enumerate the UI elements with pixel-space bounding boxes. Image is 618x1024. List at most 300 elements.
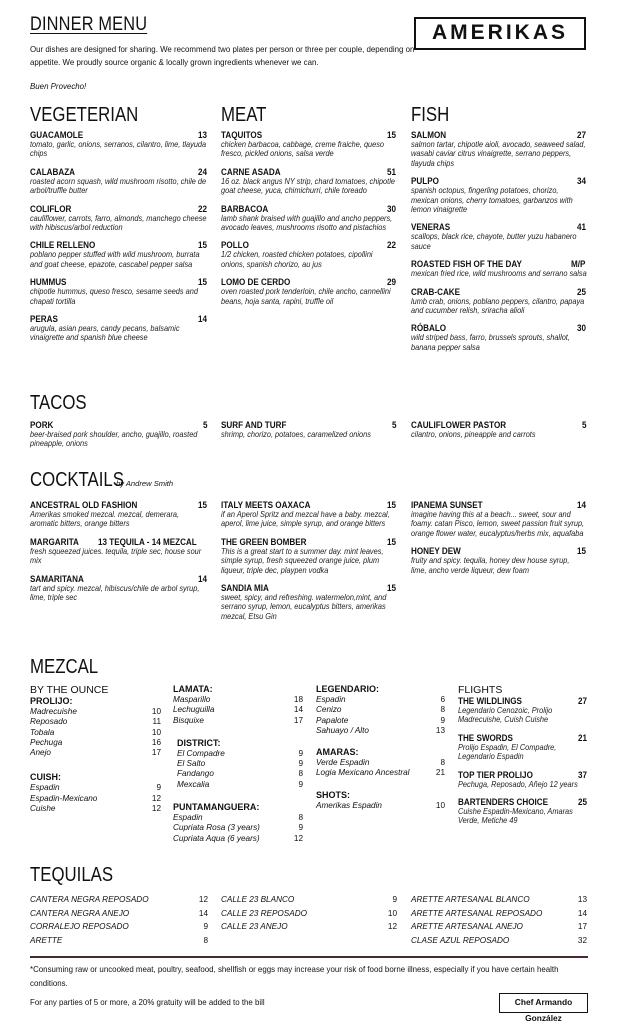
mezcal-group-label: LAMATA: [173, 684, 213, 694]
mezcal-name: Amerikas Espadin [316, 800, 382, 810]
mezcal-name: Madrecuishe [30, 707, 77, 716]
mezcal-price: 11 [152, 717, 161, 727]
tequilas-col1 [30, 893, 208, 947]
gratuity-note: For any parties of 5 or more, a 20% gratuity will be added to the bill [30, 997, 265, 1007]
mezcal-price: 13 [435, 725, 445, 735]
menu-item [221, 167, 397, 196]
menu-item-header [458, 733, 588, 743]
menu-item-description: salmon tartar, chipotle aioli, avocado, seaweed salad, wasabi caviar citrus vinaigrette, serrano peppers, tlayuda chips [411, 140, 586, 168]
mezcal-price: 8 [298, 769, 303, 779]
meat-list [221, 130, 397, 314]
mezcal-row [30, 794, 161, 804]
menu-item-description: sweet, spicy, and refreshing. watermelon,mint, and serrano syrup, lemon, eucalyptus bitters, amerikas mezcal, Etsu Gin [221, 593, 387, 621]
menu-item [221, 583, 397, 621]
tequila-name: CLASE AZUL REPOSADO [411, 935, 510, 945]
menu-item-name: SANDIA MIA [221, 583, 269, 594]
tequila-name: CANTERA NEGRA REPOSADO [30, 895, 149, 904]
menu-item-header [221, 537, 397, 547]
mezcal-name: Cuishe [30, 804, 56, 814]
mezcal-group-label: LEGENDARIO: [316, 684, 379, 694]
menu-item [221, 420, 397, 439]
menu-item-description: Pechuga, Reposado, Añejo 12 years [458, 779, 578, 789]
mezcal-row [316, 801, 445, 811]
brand-logo: AMERIKAS [414, 17, 586, 50]
mezcal-row [173, 823, 303, 833]
mezcal-name: Bisquixe [173, 715, 204, 725]
menu-item-header [411, 176, 587, 186]
mezcal-group-puntamanguera [173, 802, 303, 844]
menu-item-header [30, 574, 208, 584]
menu-item-name: THE WILDLINGS [458, 696, 522, 706]
mezcal-row [30, 728, 161, 738]
section-mezcal: MEZCAL [30, 656, 99, 678]
mezcal-row [30, 717, 161, 727]
tequila-row [30, 907, 208, 921]
cocktails-col1 [30, 500, 208, 610]
tequila-row [411, 934, 587, 948]
menu-item [458, 733, 588, 762]
mezcal-name: El Salto [177, 759, 206, 769]
menu-item [221, 130, 397, 159]
section-meat: MEAT [221, 104, 267, 126]
cocktails-col3 [411, 500, 587, 583]
chef-signature: Chef Armando González [499, 993, 588, 1013]
menu-item [411, 546, 587, 575]
menu-item-description: This is a great start to a summer day. mint leaves, simple syrup, fresh squeezed orange juice, plum liqueur, triple dec, playpen vodka [221, 546, 384, 575]
menu-item-price: 15 [386, 130, 396, 140]
menu-item-description: scallops, black rice, chayote, butter yuzu habanero sauce [411, 232, 577, 251]
mezcal-row [177, 769, 303, 779]
mezcal-col3 [316, 684, 445, 811]
tequila-row [30, 920, 208, 934]
mezcal-flights [458, 684, 588, 834]
flights-list [458, 696, 588, 826]
menu-item-description: fresh squeezed juices. tequila, triple sec, house sour mix [30, 546, 202, 566]
menu-item [30, 537, 208, 566]
menu-item-description: Legendario Cenozoic, Prolijo Madrecuishe, Cuish Cuishe [458, 706, 553, 725]
mezcal-name: Cupriata Aqua (6 years) [173, 833, 260, 843]
menu-item-description: lumb crab, onions, poblano peppers, cilantro, papaya and cucumber relish, sriracha alioli [411, 296, 585, 316]
mezcal-row [30, 783, 161, 793]
mezcal-name: Anejo [30, 748, 51, 758]
tequila-name: CALLE 23 REPOSADO [221, 908, 308, 918]
mezcal-row [316, 758, 445, 768]
menu-item [30, 130, 208, 159]
tequila-name: ARETTE [30, 935, 63, 945]
menu-item-price: 15 [576, 546, 586, 557]
mezcal-name: Tobala [30, 727, 55, 737]
menu-item-header [221, 277, 397, 287]
tequila-price: 12 [198, 895, 208, 904]
menu-item-description: tomato, garlic, onions, serranos, cilantro, lime, tlayuda chips [30, 140, 207, 159]
health-warning: *Consuming raw or uncooked meat, poultry, seafood, shellfish or eggs may increase your risk of food borne illness, especially if you have certain health conditions. [30, 964, 559, 988]
mezcal-name: Cupriata Rosa (3 years) [173, 823, 260, 833]
menu-item-price: 13 [197, 130, 207, 140]
menu-item [30, 277, 208, 306]
menu-item-header [411, 222, 587, 232]
menu-item-price: 15 [386, 583, 396, 594]
footer-divider [30, 956, 588, 958]
menu-item [458, 696, 588, 725]
mezcal-price: 8 [440, 758, 445, 768]
menu-item-header [458, 770, 588, 780]
flights-label: FLIGHTS [458, 684, 503, 696]
menu-item-description: chipotle hummus, queso fresco, sesame seeds and chapati tortilla [30, 287, 198, 306]
mezcal-row [173, 716, 303, 726]
mezcal-price: 8 [298, 813, 303, 823]
section-vegeterian: VEGETERIAN [30, 104, 139, 126]
tequila-name: ARETTE ARTESANAL BLANCO [411, 895, 530, 904]
menu-item [411, 323, 587, 352]
menu-item-name: ROASTED FISH OF THE DAY [411, 259, 522, 270]
tequila-price: 32 [577, 935, 587, 945]
mezcal-price: 9 [298, 779, 303, 789]
mezcal-price: 18 [293, 695, 303, 704]
menu-item-price: 24 [197, 166, 207, 177]
menu-item-price: 5 [581, 420, 587, 430]
menu-item-price: 5 [391, 420, 397, 430]
menu-item [411, 420, 587, 439]
tequila-price: 14 [198, 908, 208, 918]
menu-item-name: HUMMUS [30, 277, 67, 288]
menu-item-description: tart and spicy. mezcal, hibiscus/chile de arbol syrup, lime, triple sec [30, 583, 200, 603]
menu-item-header [458, 797, 588, 807]
menu-item [411, 176, 587, 214]
mezcal-group-district [173, 738, 303, 790]
menu-item-price: 22 [386, 240, 396, 251]
mezcal-price: 9 [298, 748, 303, 758]
tequila-row [411, 893, 587, 907]
menu-item-name: COLIFLOR [30, 203, 72, 214]
mezcal-name: Pechuga [30, 737, 63, 747]
greeting: Buen Provecho! [30, 81, 87, 91]
menu-item-name: LOMO DE CERDO [221, 277, 291, 288]
cocktails-col2 [221, 500, 397, 629]
menu-item-name: IPANEMA SUNSET [411, 500, 483, 510]
mezcal-group-label: DISTRICT: [177, 737, 221, 748]
menu-item-price: 15 [197, 277, 207, 288]
menu-item-description: wild striped bass, farro, brussels sprouts, shallot, banana pepper salsa [411, 333, 570, 352]
section-cocktails: COCKTAILS [30, 469, 124, 491]
tequila-name: ARETTE ARTESANAL ANEJO [411, 922, 523, 932]
menu-item-header [411, 323, 587, 333]
menu-item-price: 27 [576, 130, 586, 140]
mezcal-price: 16 [151, 737, 161, 747]
taco-3 [411, 420, 587, 447]
menu-item-price: 15 [197, 500, 207, 510]
mezcal-price: 12 [293, 833, 303, 843]
mezcal-name: Espadin [316, 695, 346, 704]
mezcal-group-cuish [30, 772, 161, 814]
menu-item-description: cauliflower, carrots, farro, almonds, manchego cheese with hibiscus/arbol reduction [30, 213, 207, 233]
tequila-row [221, 920, 397, 934]
menu-item-header [30, 277, 208, 287]
tequila-price: 14 [577, 908, 587, 918]
tequila-name: CALLE 23 BLANCO [221, 895, 295, 904]
menu-item-name: TAQUITOS [221, 130, 263, 140]
mezcal-col1 [30, 684, 161, 814]
menu-item-name: THE SWORDS [458, 732, 513, 743]
menu-item-price: 25 [577, 797, 587, 808]
menu-item-price: 30 [576, 323, 586, 334]
mezcal-row [30, 748, 161, 758]
mezcal-name: Espadin [173, 813, 203, 823]
menu-item-name: HONEY DEW [411, 546, 461, 557]
mezcal-name: El Compadre [177, 748, 225, 758]
menu-item [221, 500, 397, 529]
tequila-price: 12 [387, 922, 397, 932]
mezcal-price: 9 [440, 715, 445, 725]
section-fish: FISH [411, 104, 450, 126]
menu-item-header [411, 130, 587, 140]
tequila-price: 9 [203, 922, 208, 932]
menu-item-price: 25 [576, 286, 586, 297]
menu-item-header [221, 583, 397, 593]
tequila-name: CANTERA NEGRA ANEJO [30, 908, 130, 918]
tequila-name: ARETTE ARTESANAL REPOSADO [411, 908, 543, 918]
mezcal-row [177, 749, 303, 759]
tequila-name: CORRALEJO REPOSADO [30, 922, 129, 932]
menu-item-price: 15 [197, 240, 207, 251]
menu-item-price: 14 [576, 500, 586, 510]
menu-item-description: arugula, asian pears, candy pecans, balsamic vinaigrette and spanish blue cheese [30, 324, 180, 343]
mezcal-group-label: PROLIJO: [30, 696, 73, 706]
menu-item-description: shrimp, chorizo, potatoes, caramelized onions [221, 430, 371, 439]
mezcal-name: Espadin [30, 783, 60, 793]
menu-item-name: CHILE RELLENO [30, 240, 96, 251]
mezcal-row [30, 738, 161, 748]
menu-item-header [30, 500, 208, 510]
menu-title: DINNER MENU [30, 14, 148, 35]
menu-item-header [221, 240, 397, 250]
menu-intro: Our dishes are designed for sharing. We recommend two plates per person or three per couple, depending on appetite. We proudly source organic & locally grown ingredients whenever we can. [30, 44, 415, 67]
menu-item [30, 240, 208, 269]
menu-item-description: imagine having this at a beach... sweet, sour and foamy. catan Pisco, lemon, sweet passion fruit syrup, orange flower water, eucalyptus/herbs mix, aquafaba [411, 510, 585, 538]
menu-item-name: PULPO [411, 176, 439, 187]
menu-item-header [411, 546, 587, 556]
mezcal-price: 17 [151, 748, 161, 758]
mezcal-price: 10 [151, 707, 161, 716]
menu-item-name: THE GREEN BOMBER [221, 536, 307, 547]
menu-item-description: Prolijo Espadin, El Compadre, Legendario Espadin [458, 742, 557, 762]
tequila-row [221, 907, 397, 921]
menu-item-name: GUACAMOLE [30, 130, 84, 140]
menu-item-header [30, 167, 208, 177]
tequila-price: 17 [577, 922, 587, 932]
menu-item-description: roasted acorn squash, wild mushroom risotto, chile de arbol/truffle butter [30, 176, 207, 196]
tequila-price: 9 [392, 895, 397, 904]
tequila-row [30, 893, 208, 907]
menu-item-header [30, 420, 208, 430]
section-tequilas: TEQUILAS [30, 864, 114, 886]
menu-item-price: 15 [386, 500, 396, 510]
menu-item-header [221, 420, 397, 430]
mezcal-price: 10 [435, 800, 445, 810]
menu-item-price: 41 [576, 222, 586, 233]
mezcal-row [177, 759, 303, 769]
menu-item-name: VENERAS [411, 222, 451, 233]
menu-item-name: SALMON [411, 130, 447, 140]
menu-item [458, 770, 588, 789]
tequila-row [221, 893, 397, 907]
tequilas-col3 [411, 893, 587, 947]
mezcal-row [316, 695, 445, 705]
menu-item-price: 14 [197, 573, 207, 584]
mezcal-group-shots [316, 790, 445, 811]
menu-item [30, 574, 208, 603]
tequila-price: 13 [577, 895, 587, 904]
menu-item-description: Amerikas smoked mezcal. mezcal, demerara, aromatic bitters, orange bitters [30, 510, 180, 529]
mezcal-name: Sahuayo / Alto [316, 725, 369, 735]
mezcal-group-label: PUNTAMANGUERA: [173, 802, 260, 813]
menu-item-header [411, 259, 587, 269]
menu-item-name: ANCESTRAL OLD FASHION [30, 500, 138, 510]
menu-item-description: Cuishe Espadin-Mexicano, Amaras Verde, Metiche 49 [458, 807, 573, 826]
menu-item-name: SURF AND TURF [221, 420, 287, 430]
mezcal-price: 6 [440, 695, 445, 704]
mezcal-row [173, 813, 303, 823]
menu-item-header [458, 696, 588, 706]
menu-item-name: CAULIFLOWER PASTOR [411, 420, 507, 430]
mezcal-row [316, 716, 445, 726]
menu-item-price: 27 [577, 696, 587, 706]
menu-item-header [411, 420, 587, 430]
mezcal-price: 10 [151, 727, 161, 737]
menu-item-description: cilantro, onions, pineapple and carrots [411, 430, 536, 439]
menu-item [411, 287, 587, 316]
menu-item-description: poblano pepper stuffed with wild mushroom, burrata and goat cheese, epazote, cascabel pepper salsa [30, 250, 200, 269]
tequila-name: CALLE 23 ANEJO [221, 922, 288, 932]
menu-item-price: 15 [386, 536, 396, 547]
mezcal-row [177, 780, 303, 790]
menu-item-name: CALABAZA [30, 166, 75, 177]
mezcal-price: 9 [298, 823, 303, 833]
menu-item-price: 51 [386, 166, 396, 177]
mezcal-price: 12 [151, 804, 161, 814]
menu-item-header [411, 287, 587, 297]
mezcal-group-lamata [173, 684, 303, 726]
menu-item-description: if an Aperol Spritz and mezcal have a baby. mezcal, aperol, lime juice, simple syrup, and orange bitters [221, 510, 390, 529]
mezcal-group-label: AMARAS: [316, 747, 359, 758]
menu-item-price: 37 [577, 769, 587, 780]
mezcal-group-prolijo [30, 696, 161, 758]
tequila-row [411, 907, 587, 921]
mezcal-name: Cenizo [316, 705, 342, 715]
menu-item [221, 204, 397, 233]
mezcal-price: 17 [293, 715, 303, 725]
menu-item [411, 222, 587, 251]
mezcal-row [316, 705, 445, 715]
menu-item-description: beer-braised pork shoulder, ancho, guajillo, roasted pineapple, onions [30, 430, 198, 449]
menu-item-header [221, 130, 397, 140]
menu-item-name: PERAS [30, 314, 58, 325]
menu-item-name: BARTENDERS CHOICE [458, 797, 549, 808]
menu-item [221, 240, 397, 269]
menu-item-header [30, 204, 208, 214]
menu-item-name: CARNE ASADA [221, 166, 281, 177]
menu-item-header [30, 240, 208, 250]
fish-list [411, 130, 587, 360]
menu-item-name: MARGARITA [30, 536, 79, 547]
mezcal-row [173, 695, 303, 705]
tequila-price: 8 [203, 935, 208, 945]
mezcal-price: 12 [151, 793, 161, 803]
mezcal-row [30, 804, 161, 814]
mezcal-name: Reposado [30, 717, 68, 727]
menu-item-header [221, 204, 397, 214]
menu-item-name: PORK [30, 420, 54, 430]
mezcal-name: Papalote [316, 715, 349, 725]
menu-item [30, 167, 208, 196]
menu-item-price: 13 TEQUILA - 14 MEZCAL [98, 536, 198, 547]
mezcal-price: 14 [293, 705, 303, 715]
cocktails-by: by Andrew Smith [116, 479, 174, 488]
menu-item-description: 1/2 chicken, roasted chicken potatoes, cipollini onions, spanish chorizo, au jus [221, 250, 373, 269]
menu-item-name: ITALY MEETS OAXACA [221, 500, 311, 510]
menu-item-name: CRAB-CAKE [411, 286, 461, 297]
mezcal-name: Masparillo [173, 695, 211, 704]
menu-item-header [30, 130, 208, 140]
menu-item-name: BARBACOA [221, 203, 269, 214]
mezcal-price: 8 [440, 705, 445, 715]
mezcal-price: 9 [298, 759, 303, 769]
mezcal-group-legendario [316, 684, 445, 736]
mezcal-group-label: SHOTS: [316, 789, 351, 800]
by-the-ounce: BY THE OUNCE [30, 684, 109, 696]
menu-item [30, 314, 208, 343]
menu-item-price: M/P [570, 259, 586, 270]
mezcal-name: Mexcalia [177, 779, 210, 789]
menu-item [30, 500, 208, 529]
menu-item [411, 259, 587, 278]
menu-item-name: TOP TIER PROLIJO [458, 769, 533, 780]
menu-item-name: RÓBALO [411, 323, 447, 334]
menu-item [411, 130, 587, 168]
menu-item-price: 5 [202, 420, 208, 430]
menu-item [411, 500, 587, 538]
menu-item-description: oven roasted pork tenderloin, chile ancho, cannellini beans, hoja santa, rapini, truffle oil [221, 287, 391, 306]
mezcal-name: Fandango [177, 769, 214, 779]
mezcal-col2 [173, 684, 303, 844]
menu-item-description: 16 oz. black angus NY strip, chard tomatoes, chipotle goat cheese, yuca, chimichurri, chile toreado [221, 176, 395, 196]
mezcal-group-label: CUISH: [30, 772, 61, 783]
menu-item-price: 14 [197, 314, 207, 325]
menu-item-description: chicken barbacoa, cabbage, creme fraiche, queso fresco, pickled onions, salsa verde [221, 140, 385, 159]
tequila-price: 10 [387, 908, 397, 918]
mezcal-price: 21 [435, 768, 445, 778]
mezcal-row [173, 705, 303, 715]
taco-1 [30, 420, 208, 457]
menu-item-description: fruity and spicy. tequila, honey dew house syrup, lime, ancho verde liqueur, dew foam [411, 556, 570, 575]
menu-item [221, 537, 397, 575]
tequila-row [30, 934, 208, 948]
menu-item-header [30, 537, 208, 547]
mezcal-row [316, 768, 445, 778]
menu-item-header [221, 167, 397, 177]
menu-item-header [30, 314, 208, 324]
menu-item-price: 29 [386, 277, 396, 288]
vegeterian-list [30, 130, 208, 351]
mezcal-price: 9 [156, 783, 161, 793]
menu-item-header [411, 500, 587, 510]
menu-item [30, 204, 208, 233]
mezcal-name: Espadin-Mexicano [30, 793, 98, 803]
mezcal-row [173, 834, 303, 844]
mezcal-row [30, 707, 161, 717]
tequilas-col2 [221, 893, 397, 934]
menu-item-price: 30 [386, 203, 396, 214]
menu-item-name: SAMARITANA [30, 573, 84, 584]
